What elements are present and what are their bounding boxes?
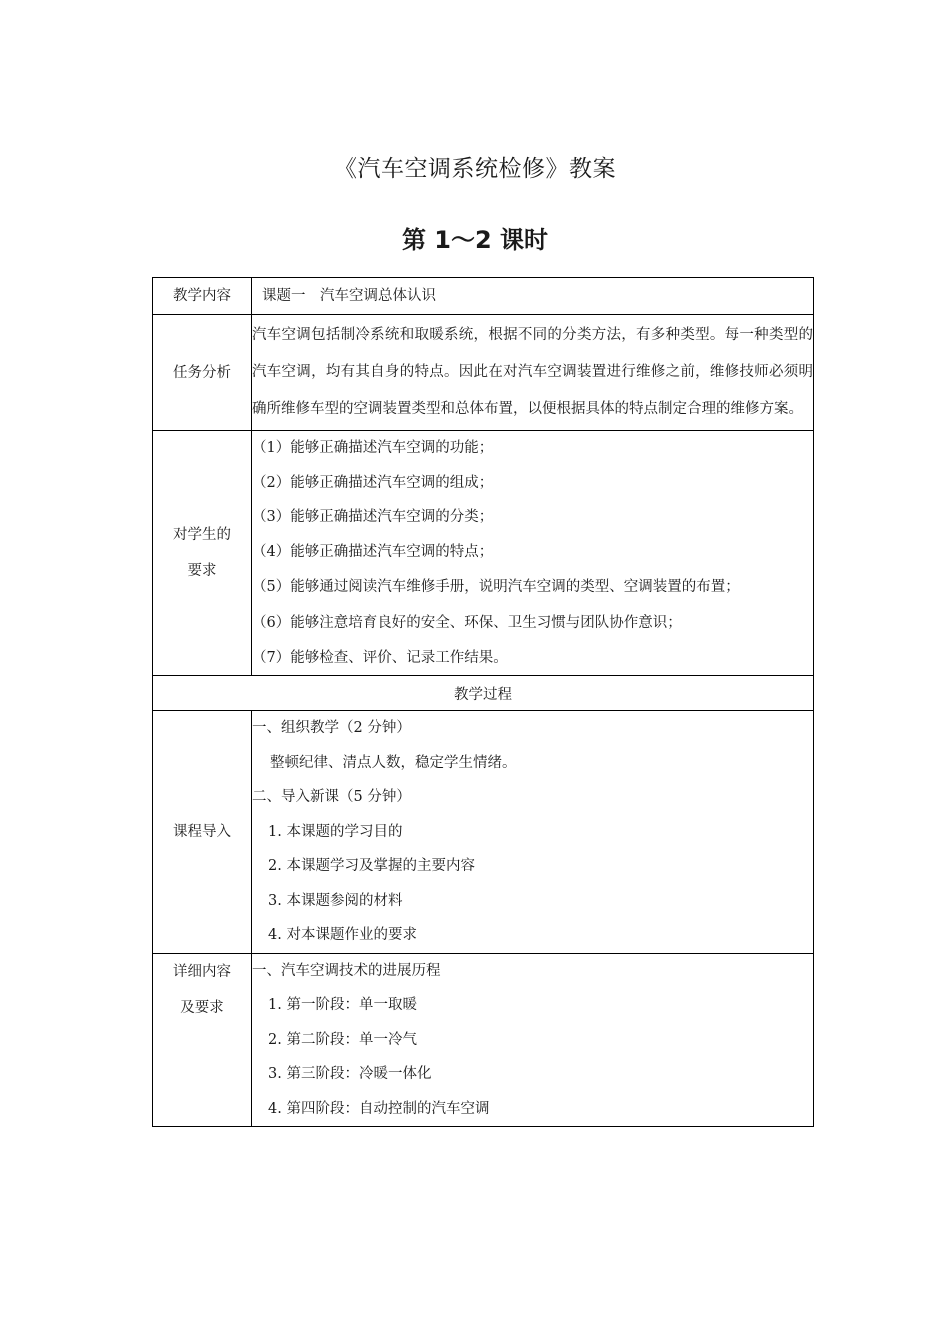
detail-line: 3. 第三阶段：冷暖一体化 — [268, 1066, 432, 1082]
requirement-item: （2）能够正确描述汽车空调的组成； — [252, 474, 494, 491]
table-row-course-intro — [153, 711, 814, 954]
course-intro-cell — [252, 711, 814, 954]
label-line: 要求 — [187, 563, 217, 579]
intro-line: 1. 本课题的学习目的 — [268, 823, 403, 840]
label-line: 及要求 — [180, 999, 224, 1016]
label-detail-content — [153, 953, 252, 1127]
label-task-analysis: 任务分析 — [153, 315, 252, 431]
detail-line: 2. 第二阶段：单一冷气 — [268, 1031, 417, 1048]
task-analysis-text: 汽车空调包括制冷系统和取暖系统，根据不同的分类方法，有多种类型。每一种类型的汽车空调，均有其自身的特点。因此在对汽车空调装置进行维修之前，维修技师必须明确所维修车型的空调装置类型和总体布置，以便根据具体的特点制定合理的维修方案。 — [252, 327, 813, 417]
requirement-item: （5）能够通过阅读汽车维修手册，说明汽车空调的类型、空调装置的布置； — [252, 579, 740, 595]
requirement-item: （3）能够正确描述汽车空调的分类； — [252, 509, 494, 525]
intro-line: 整顿纪律、清点人数，稳定学生情绪。 — [270, 754, 517, 771]
requirement-item: （7）能够检查、评价、记录工作结果。 — [252, 649, 508, 666]
detail-content-cell — [252, 953, 814, 1127]
label-line: 详细内容 — [173, 963, 231, 980]
lesson-plan-table — [152, 277, 814, 1127]
requirement-item: （1）能够正确描述汽车空调的功能； — [252, 440, 494, 456]
requirement-item: （4）能够正确描述汽车空调的特点； — [252, 543, 494, 560]
requirement-item: （6）能够注意培育良好的安全、环保、卫生习惯与团队协作意识； — [252, 615, 682, 631]
intro-line: 3. 本课题参阅的材料 — [268, 892, 403, 909]
detail-line: 1. 第一阶段：单一取暖 — [268, 997, 417, 1013]
table-row-task-analysis — [153, 315, 814, 431]
detail-line: 4. 第四阶段：自动控制的汽车空调 — [268, 1100, 490, 1117]
student-requirements-cell — [252, 431, 814, 676]
label-student-requirements — [153, 431, 252, 676]
label-course-intro: 课程导入 — [153, 711, 252, 954]
table-row-process-header — [153, 676, 814, 711]
label-teaching-content: 教学内容 — [153, 278, 252, 315]
teaching-process-header: 教学过程 — [153, 676, 814, 711]
document-title: 《汽车空调系统检修》教案 — [334, 156, 616, 182]
teaching-content-value: 课题一 汽车空调总体认识 — [262, 287, 436, 304]
detail-line: 一、汽车空调技术的进展历程 — [252, 962, 441, 979]
teaching-content-cell — [252, 278, 814, 315]
lesson-period-heading: 第 1～2 课时 — [401, 226, 549, 254]
intro-line: 一、组织教学（2 分钟） — [252, 720, 411, 736]
task-analysis-cell — [252, 315, 814, 431]
intro-line: 二、导入新课（5 分钟） — [252, 789, 411, 805]
intro-line: 4. 对本课题作业的要求 — [268, 927, 417, 943]
table-row-detail — [153, 953, 814, 1127]
label-line: 对学生的 — [173, 527, 231, 543]
table-row-teaching-content — [153, 278, 814, 315]
table-row-student-requirements — [153, 431, 814, 676]
intro-line: 2. 本课题学习及掌握的主要内容 — [268, 858, 475, 874]
